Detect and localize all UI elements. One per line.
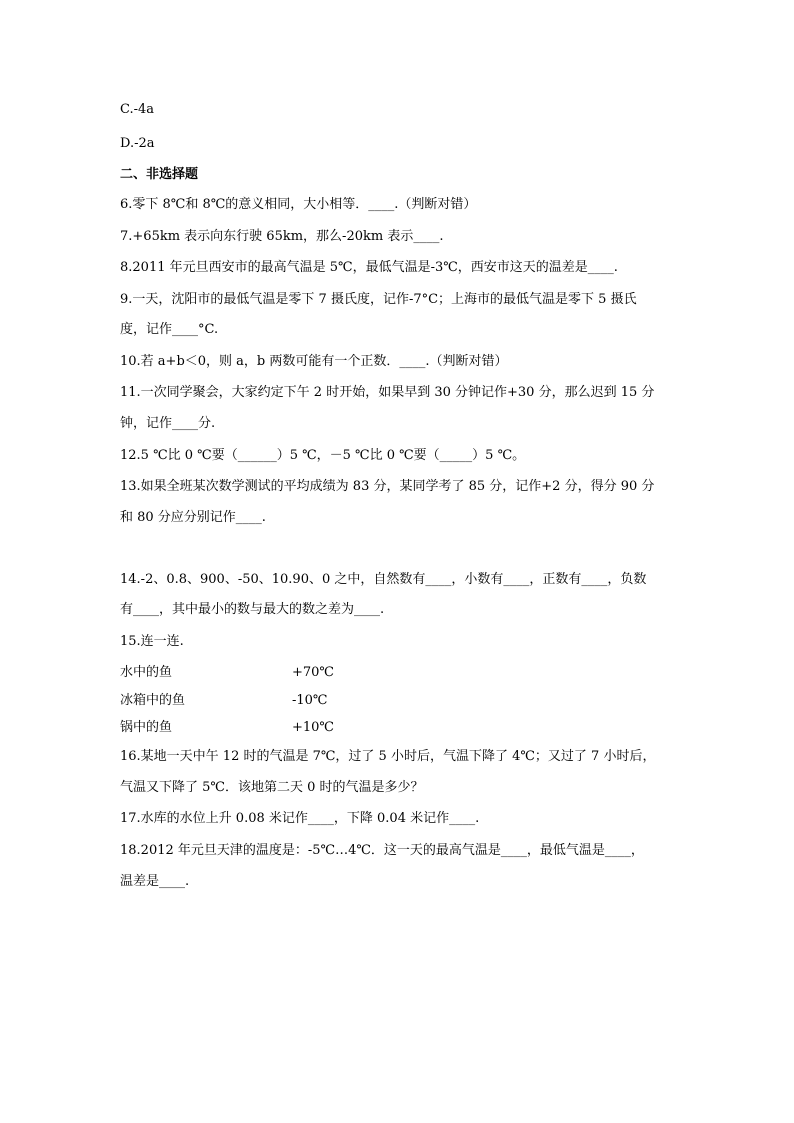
question-9-line2: 度，记作____°C.	[120, 322, 219, 337]
question-10: 10.若 a+b＜0，则 a，b 两数可能有一个正数．____.（判断对错）	[120, 354, 508, 369]
question-11-line2: 钟，记作____分.	[120, 416, 216, 431]
question-13-line2: 和 80 分应分别记作____.	[120, 510, 266, 525]
match-right-item: -10℃	[292, 693, 328, 708]
question-14-line2: 有____，其中最小的数与最大的数之差为____.	[120, 602, 385, 617]
match-left-item: 锅中的鱼	[120, 720, 173, 735]
question-6: 6.零下 8℃和 8℃的意义相同，大小相等．____.（判断对错）	[120, 197, 477, 212]
question-7: 7.+65km 表示向东行驶 65km，那么-20km 表示____.	[120, 229, 444, 244]
question-18-line2: 温差是____.	[120, 874, 190, 889]
section-title: 二、非选择题	[120, 167, 199, 182]
question-14-line1: 14.-2、0.8、900、-50、10.90、0 之中，自然数有____，小数有____，正数有____，负数	[120, 572, 647, 587]
match-left-item: 冰箱中的鱼	[120, 693, 186, 708]
match-right-item: +10℃	[292, 720, 334, 735]
option-d: D.-2a	[120, 136, 155, 151]
option-c: C.-4a	[120, 102, 155, 117]
question-18-line1: 18.2012 年元旦天津的温度是：-5℃…4℃．这一天的最高气温是____，最低气温是____，	[120, 843, 644, 858]
question-13-line1: 13.如果全班某次数学测试的平均成绩为 83 分，某同学考了 85 分，记作+2 分，得分 90 分	[120, 479, 655, 494]
question-15-title: 15.连一连.	[120, 634, 184, 649]
question-17: 17.水库的水位上升 0.08 米记作____，下降 0.04 米记作____.	[120, 811, 480, 826]
match-right-item: +70℃	[292, 665, 334, 680]
question-16-line2: 气温又下降了 5℃．该地第二天 0 时的气温是多少？	[120, 780, 424, 795]
question-9-line1: 9.一天，沈阳市的最低气温是零下 7 摄氏度，记作-7°C；上海市的最低气温是零下 5 摄氏	[120, 292, 637, 307]
match-left-item: 水中的鱼	[120, 665, 173, 680]
question-8: 8.2011 年元旦西安市的最高气温是 5℃，最低气温是-3℃，西安市这天的温差是____.	[120, 260, 618, 275]
question-16-line1: 16.某地一天中午 12 时的气温是 7℃，过了 5 小时后，气温下降了 4℃；又过了 7 小时后，	[120, 749, 656, 764]
question-12: 12.5 ℃比 0 ℃要（______）5 ℃，－5 ℃比 0 ℃要（_____）5 ℃。	[120, 448, 526, 463]
question-11-line1: 11.一次同学聚会，大家约定下午 2 时开始，如果早到 30 分钟记作+30 分，那么迟到 15 分	[120, 385, 655, 400]
